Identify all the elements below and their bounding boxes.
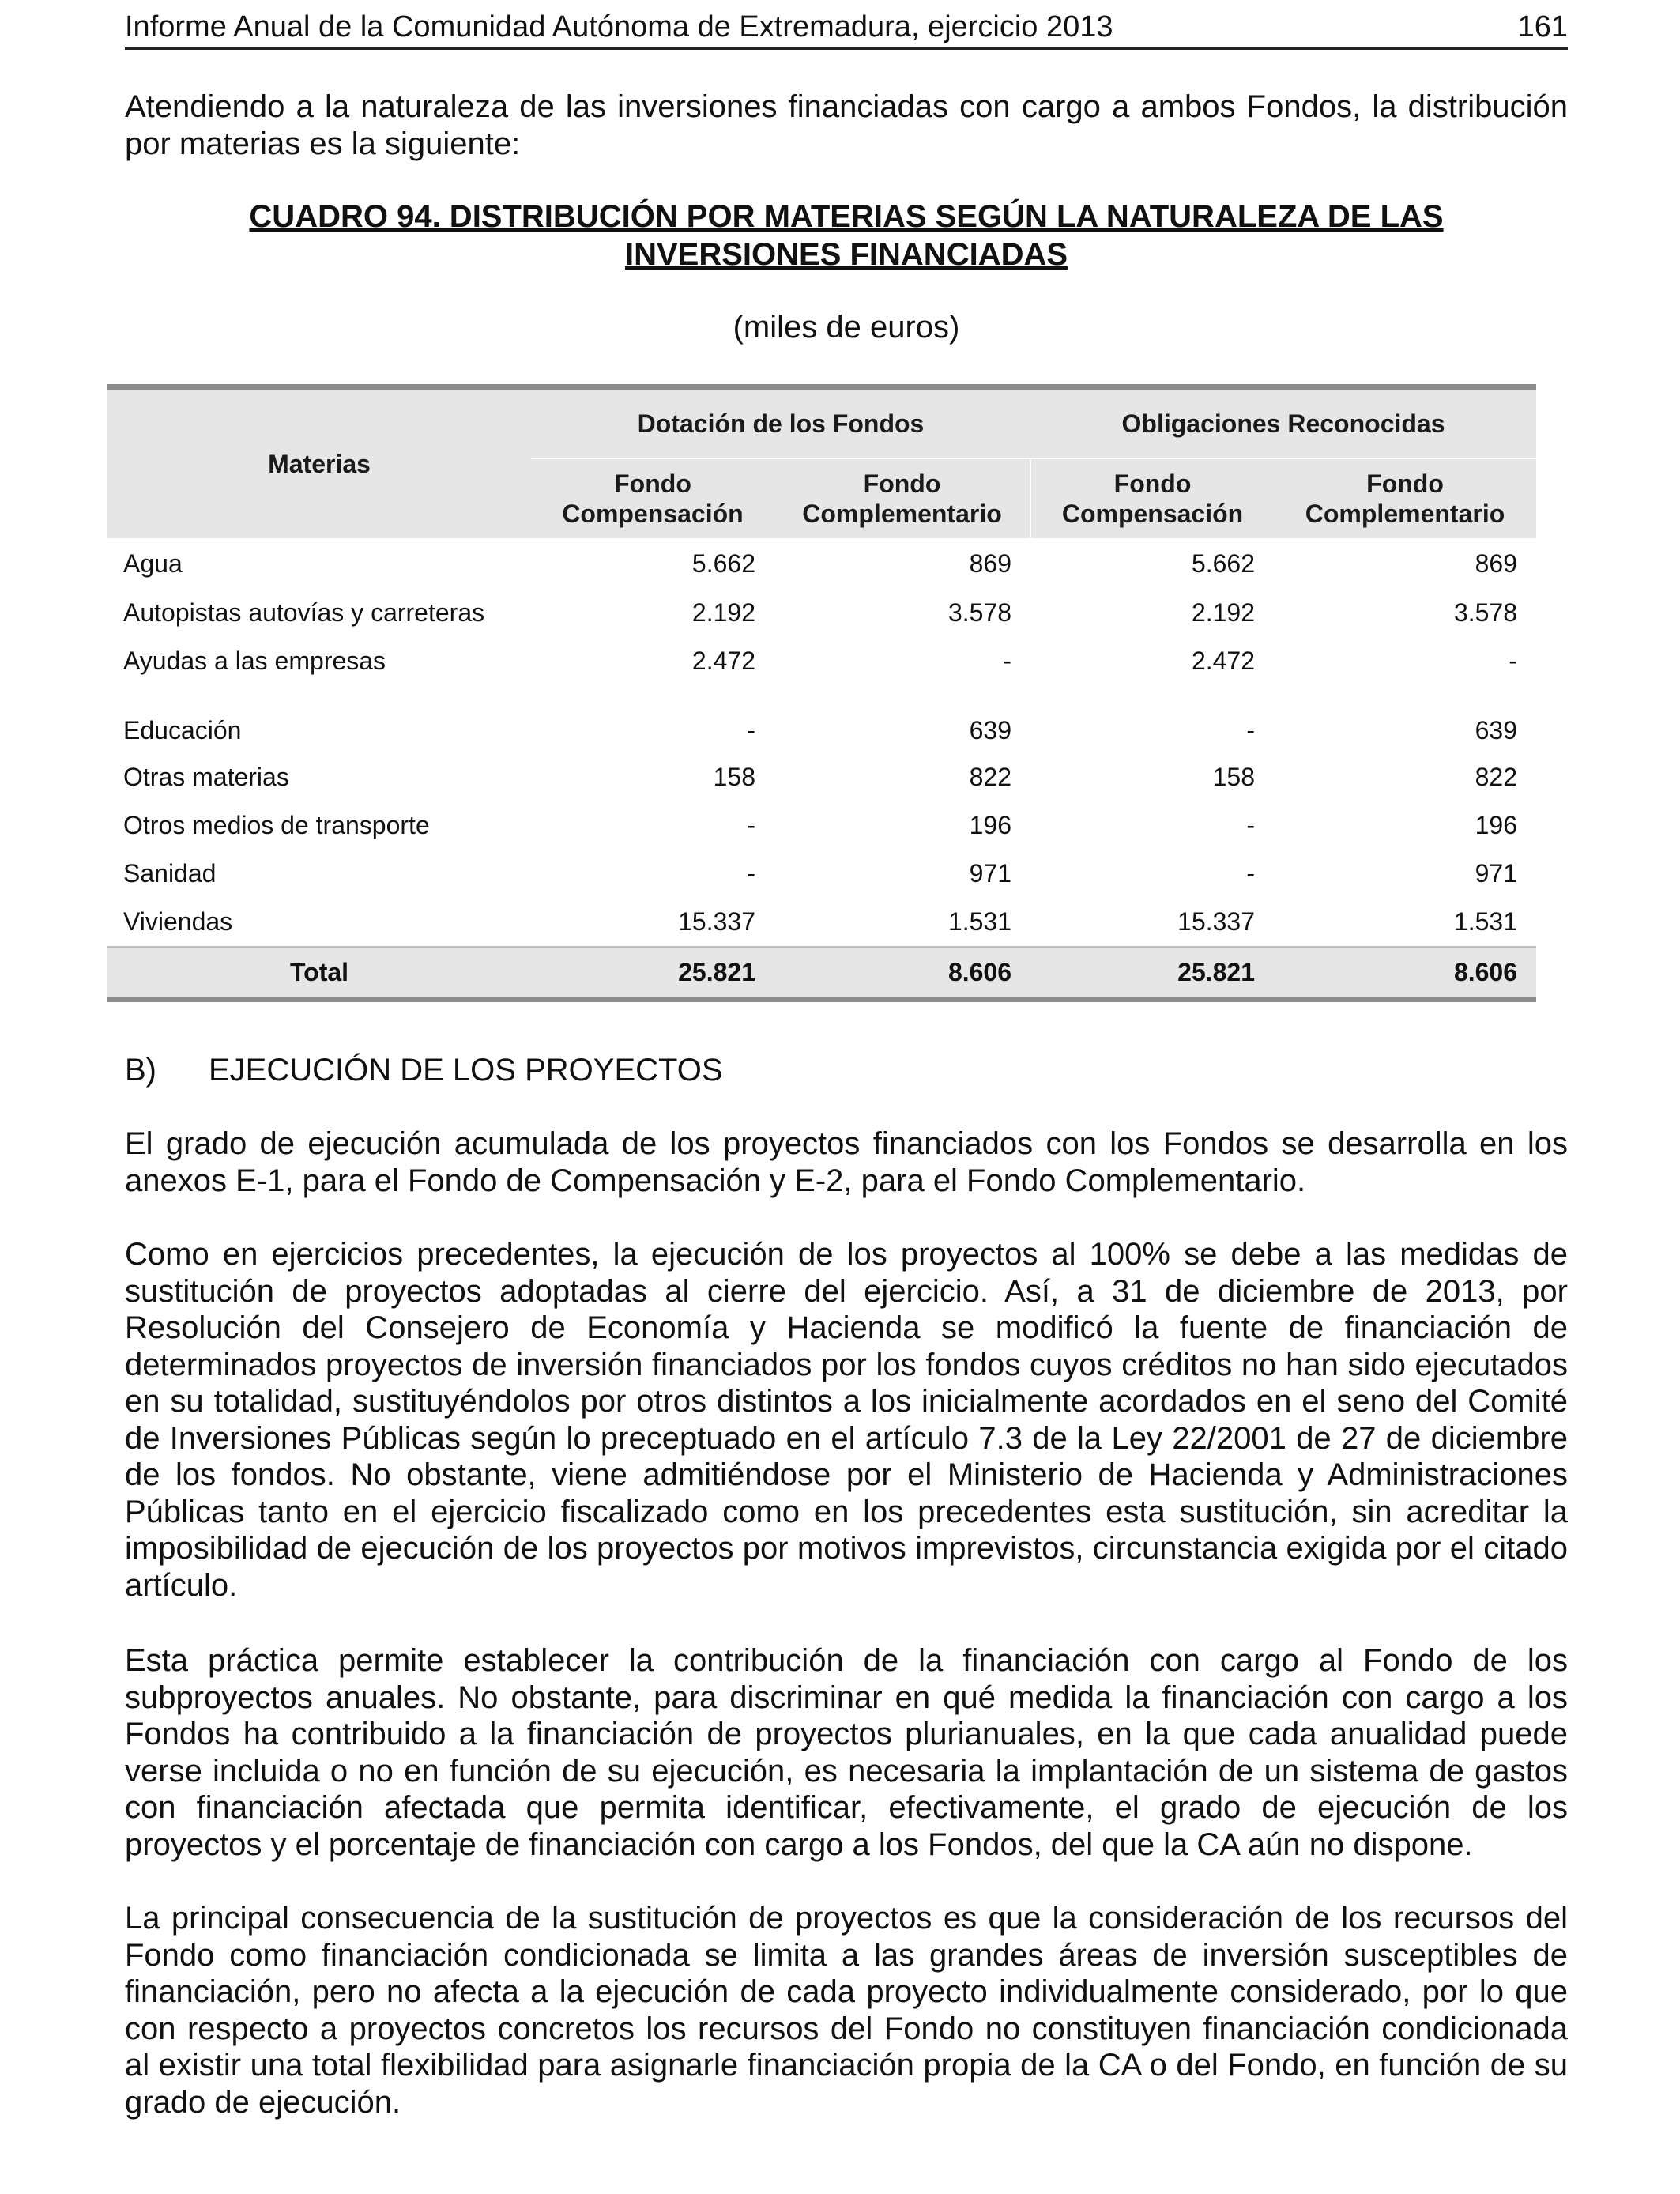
table-row (107, 753, 1536, 801)
table-row (107, 637, 1536, 685)
header-materias: Materias (107, 387, 531, 539)
table-row (107, 898, 1536, 947)
obligaciones-compensacion: - (1246, 716, 1256, 745)
header-obligaciones-compensacion: Fondo Compensación (1030, 458, 1274, 538)
obligaciones-compensacion: 2.192 (1191, 598, 1256, 627)
dotacion-compensacion: 2.472 (691, 647, 755, 675)
dotacion-compensacion: - (747, 859, 755, 888)
row-name: Otras materias (123, 763, 289, 791)
obligaciones-complementario: 3.578 (1453, 598, 1518, 627)
obligaciones-complementario: 1.531 (1453, 907, 1518, 936)
row-name: Otros medios de transporte (123, 811, 430, 839)
page-number: 161 (1517, 9, 1568, 43)
row-name: Educación (123, 716, 242, 745)
obligaciones-compensacion: 15.337 (1177, 907, 1256, 936)
paragraph-4: La principal consecuencia de la sustitución de proyectos es que la consideración de los recursos del Fondo como financiación condicionada se limita a las grandes áreas de inversión susceptibles de financiación, pero no afecta a la ejecución de cada proyecto individualmente considerado, por lo que con respecto a proyectos concretos los recursos del Fondo no constituyen financiación condicionada al existir una total flexibilidad para asignarle financiación propia de la CA o del Fondo, en función de su grado de ejecución. (125, 1901, 1568, 2120)
total-dotacion-compensacion: 25.821 (531, 947, 774, 1000)
table-title-line2: INVERSIONES FINANCIADAS (624, 237, 1068, 272)
table-row (107, 801, 1536, 850)
obligaciones-complementario: - (1509, 647, 1518, 675)
header-obligaciones-complementario: Fondo Complementario (1274, 458, 1536, 538)
table-title (125, 198, 1568, 273)
dotacion-compensacion: - (747, 716, 755, 745)
dotacion-compensacion: 5.662 (691, 548, 755, 578)
intro-paragraph: Atendiendo a la naturaleza de las inversiones financiadas con cargo a ambos Fondos, la distribución por materias es la siguiente: (125, 89, 1568, 161)
paragraph-1: El grado de ejecución acumulada de los proyectos financiados con los Fondos se desarrolla en los anexos E-1, para el Fondo de Compensación y E-2, para el Fondo Complementario. (125, 1126, 1568, 1198)
dotacion-complementario: 639 (969, 716, 1012, 745)
obligaciones-compensacion: 158 (1212, 763, 1256, 791)
dotacion-complementario: 3.578 (947, 598, 1012, 627)
table-row (107, 589, 1536, 637)
total-row (107, 947, 1536, 1000)
dotacion-complementario: 971 (969, 859, 1012, 888)
dotacion-compensacion: 15.337 (678, 907, 755, 936)
header-title: Informe Anual de la Comunidad Autónoma de Extremadura, ejercicio 2013 (125, 9, 1113, 43)
table-row (107, 685, 1536, 753)
obligaciones-compensacion: - (1246, 859, 1256, 888)
dotacion-complementario: 196 (969, 811, 1012, 839)
dotacion-complementario: 869 (969, 548, 1012, 578)
obligaciones-complementario: 971 (1475, 859, 1518, 888)
dotacion-compensacion: - (747, 811, 755, 839)
total-obligaciones-compensacion: 25.821 (1030, 947, 1274, 1000)
header-dotacion-compensacion: Fondo Compensación (531, 458, 774, 538)
dotacion-complementario: 1.531 (947, 907, 1012, 936)
section-title: EJECUCIÓN DE LOS PROYECTOS (209, 1053, 723, 1088)
row-name: Agua (123, 548, 183, 578)
obligaciones-compensacion: - (1246, 811, 1256, 839)
paragraph-3: Esta práctica permite establecer la contribución de la financiación con cargo al Fondo de los subproyectos anuales. No obstante, para discriminar en qué medida la financiación con cargo a los Fondos ha contribuido a la financiación de proyectos plurianuales, en la que cada anualidad puede verse incluida o no en función de su ejecución, es necesaria la implantación de un sistema de gastos con financiación afectada que permita identificar, efectivamente, el grado de ejecución de los proyectos y el porcentaje de financiación con cargo a los Fondos, del que la CA aún no dispone. (125, 1643, 1568, 1862)
section-letter: B) (125, 1053, 156, 1088)
dotacion-complementario: - (1003, 647, 1012, 675)
obligaciones-complementario: 639 (1475, 716, 1518, 745)
table-row (107, 850, 1536, 898)
row-name: Viviendas (123, 907, 233, 936)
dotacion-compensacion: 158 (713, 763, 755, 791)
section-heading (125, 1053, 723, 1088)
header-dotacion-complementario: Fondo Complementario (774, 458, 1030, 538)
table-units: (miles de euros) (733, 310, 960, 345)
row-name: Sanidad (123, 859, 217, 888)
obligaciones-compensacion: 2.472 (1191, 647, 1256, 675)
obligaciones-complementario: 822 (1475, 763, 1518, 791)
page-header (125, 6, 1568, 50)
table-row (107, 538, 1536, 589)
header-obligaciones: Obligaciones Reconocidas (1030, 387, 1536, 459)
row-name: Ayudas a las empresas (123, 647, 386, 675)
total-dotacion-complementario: 8.606 (774, 947, 1030, 1000)
dotacion-complementario: 822 (969, 763, 1012, 791)
dotacion-compensacion: 2.192 (691, 598, 755, 627)
total-obligaciones-complementario: 8.606 (1274, 947, 1536, 1000)
obligaciones-complementario: 196 (1475, 811, 1518, 839)
row-name: Autopistas autovías y carreteras (123, 598, 485, 627)
distribution-table (107, 384, 1536, 1002)
obligaciones-complementario: 869 (1475, 548, 1518, 578)
obligaciones-compensacion: 5.662 (1191, 548, 1256, 578)
header-dotacion: Dotación de los Fondos (531, 387, 1030, 459)
total-label: Total (107, 947, 531, 1000)
table-title-line1: CUADRO 94. DISTRIBUCIÓN POR MATERIAS SEGÚN LA NATURALEZA DE LAS (249, 199, 1444, 234)
paragraph-2: Como en ejercicios precedentes, la ejecución de los proyectos al 100% se debe a las medidas de sustitución de proyectos adoptadas al cierre del ejercicio. Así, a 31 de diciembre de 2013, por Resolución del Consejero de Economía y Hacienda se modificó la fuente de financiación de determinados proyectos de inversión financiados por los fondos cuyos créditos no han sido ejecutados en su totalidad, sustituyéndolos por otros distintos a los inicialmente acordados en el seno del Comité de Inversiones Públicas según lo preceptuado en el artículo 7.3 de la Ley 22/2001 de 27 de diciembre de los fondos. No obstante, viene admitiéndose por el Ministerio de Hacienda y Administraciones Públicas tanto en el ejercicio fiscalizado como en los precedentes esta sustitución, sin acreditar la imposibilidad de ejecución de los proyectos por motivos imprevistos, circunstancia exigida por el citado artículo. (125, 1237, 1568, 1603)
